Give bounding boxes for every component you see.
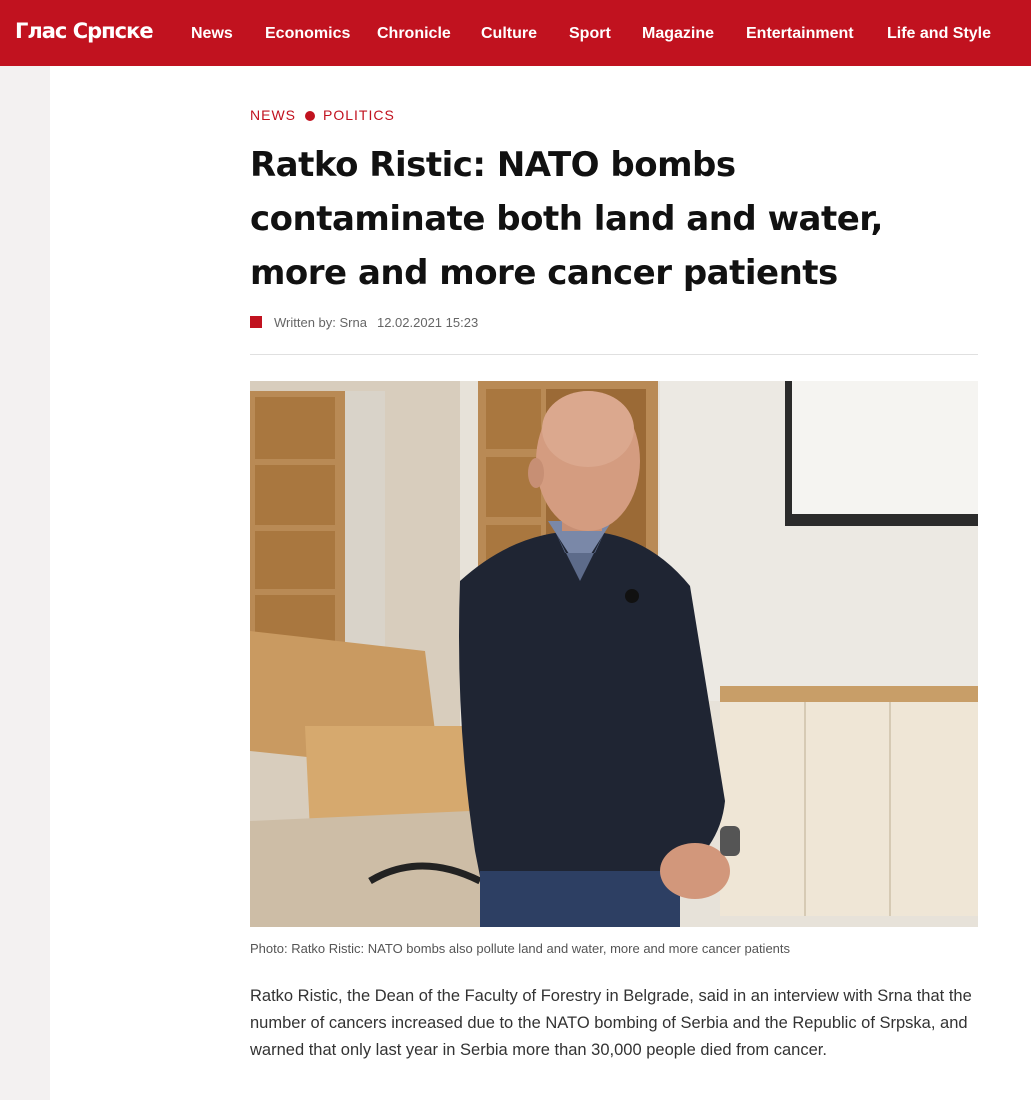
article-body-paragraph: Ratko Ristic, the Dean of the Faculty of Forestry in Belgrade, said in an interview with Srna that the number of cancers increased due to the NATO bombing of Serbia and the Republic of Srpska, and warned that only last year in Serbia more than 30,000 people died from cancer.	[250, 987, 972, 1059]
main-nav	[0, 22, 1031, 46]
speaker-photo-illustration	[250, 381, 978, 927]
title-divider	[250, 354, 978, 355]
article-title: Ratko Ristic: NATO bombs contaminate both land and water, more and more cancer patients	[250, 145, 883, 293]
nav-chronicle[interactable]: Chronicle	[377, 25, 451, 42]
nav-economics[interactable]: Economics	[265, 25, 351, 42]
breadcrumb-news[interactable]: NEWS	[250, 107, 296, 123]
byline	[250, 314, 478, 332]
site-logo[interactable]: Глас Српске	[15, 19, 153, 43]
byline-square-icon	[250, 316, 262, 328]
nav-sport[interactable]: Sport	[569, 25, 611, 42]
breadcrumb-separator-dot	[305, 111, 315, 121]
byline-date: 12.02.2021 15:23	[376, 315, 479, 330]
nav-culture[interactable]: Culture	[481, 25, 537, 42]
top-navbar	[0, 0, 1031, 66]
breadcrumb	[250, 106, 395, 124]
byline-author: Written by: Srna	[274, 315, 367, 330]
photo-caption: Photo: Ratko Ristic: NATO bombs also pollute land and water, more and more cancer patients	[250, 941, 791, 956]
nav-life-and-style[interactable]: Life and Style	[887, 25, 992, 42]
article-photo	[250, 381, 978, 927]
nav-news[interactable]: News	[191, 25, 233, 42]
article-container	[50, 66, 1031, 1100]
nav-magazine[interactable]: Magazine	[642, 25, 715, 42]
nav-entertainment[interactable]: Entertainment	[746, 25, 854, 42]
breadcrumb-politics[interactable]: POLITICS	[323, 107, 395, 123]
